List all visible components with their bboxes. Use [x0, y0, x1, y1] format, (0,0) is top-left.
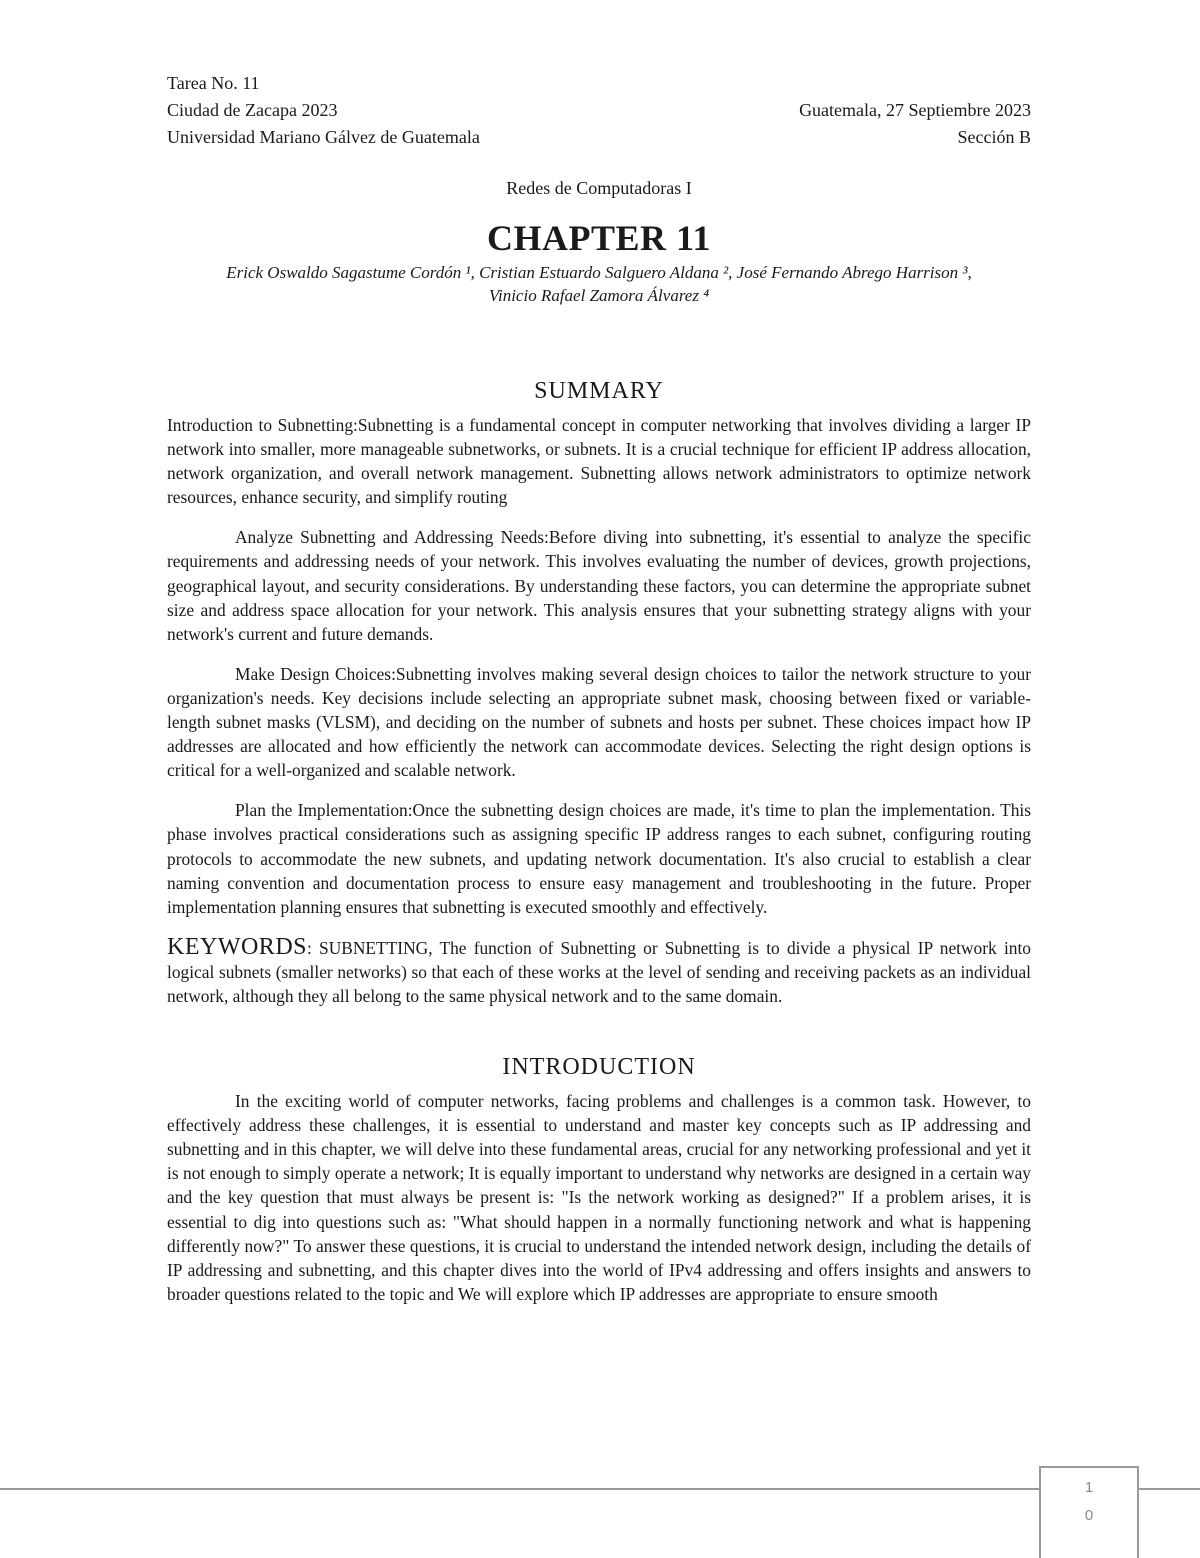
- university-name: Universidad Mariano Gálvez de Guatemala: [167, 127, 480, 147]
- keywords-label: KEYWORDS: [167, 933, 307, 960]
- summary-paragraph-3: Make Design Choices:Subnetting involves making several design choices to tailor the network structure to your organization's needs. Key decisions include selecting an appropriate subnet mask, choosing between fixed or variable-length subnet masks (VLSM), and deciding on the number of subnets and hosts per subnet. These choices impact how IP addresses are allocated and how efficiently the network can accommodate devices. Selecting the right design options is critical for a well-organized and scalable network.: [167, 663, 1031, 781]
- document-page: [167, 70, 1031, 1306]
- header-line-3: [167, 124, 1031, 151]
- summary-heading: SUMMARY: [534, 378, 664, 404]
- header-line-1: [167, 70, 1031, 97]
- keywords-text: : SUBNETTING, The function of Subnetting or Subnetting is to divide a physical IP network into logical subnets (smaller networks) so that each of these works at the level of sending and receiving packets as an individual network, although they all belong to the same physical network and to the same domain.: [167, 937, 1031, 1006]
- introduction-paragraph: In the exciting world of computer networks, facing problems and challenges is a common task. However, to effectively address these challenges, it is essential to understand and master key concepts such as IP addressing and subnetting and in this chapter, we will delve into these fundamental areas, crucial for any networking professional and yet it is not enough to simply operate a network; It is equally important to understand why networks are designed in a certain way and the key question that must always be present is: "Is the network working as designed?" If a problem arises, it is essential to dig into questions such as: "What should happen in a normally functioning network and what is happening differently now?" To answer these questions, it is crucial to understand the intended network design, including the details of IP addressing and subnetting, and this chapter dives into the world of IPv4 addressing and offers insights and answers to broader questions related to the topic and We will explore which IP addresses are appropriate to ensure smooth: [167, 1091, 1031, 1304]
- footer-rule: [0, 1488, 1200, 1490]
- chapter-title: CHAPTER 11: [486, 218, 712, 258]
- task-number: Tarea No. 11: [167, 73, 260, 93]
- summary-paragraph-1: Introduction to Subnetting:Subnetting is a fundamental concept in computer networking that involves dividing a larger IP network into smaller, more manageable subnetworks, or subnets. It is a crucial technique for efficient IP address allocation, network organization, and overall network management. Subnetting allows network administrators to optimize network resources, enhance security, and simplify routing: [167, 415, 1031, 508]
- summary-paragraph-2: Analyze Subnetting and Addressing Needs:Before diving into subnetting, it's essential to analyze the specific requirements and addressing needs of your network. This involves evaluating the number of devices, growth projections, geographical layout, and security considerations. By understanding these factors, you can determine the appropriate subnet size and address space allocation for your network. This analysis ensures that your subnetting strategy aligns with your network's current and future demands.: [167, 527, 1031, 644]
- author-list: [167, 261, 1031, 307]
- course-name: Redes de Computadoras I: [506, 178, 692, 198]
- header-line-2: [167, 97, 1031, 124]
- page-number: 1 0: [1084, 1479, 1094, 1524]
- authors-line-1: Erick Oswaldo Sagastume Cordón ¹, Cristian Estuardo Salguero Aldana ², José Fernando Abrego Harrison ³,: [226, 263, 972, 282]
- document-date: Guatemala, 27 Septiembre 2023: [799, 100, 1031, 120]
- keywords-paragraph: [167, 935, 1031, 1008]
- introduction-heading: INTRODUCTION: [502, 1054, 696, 1081]
- authors-line-2: Vinicio Rafael Zamora Álvarez ⁴: [488, 286, 710, 305]
- city-year: Ciudad de Zacapa 2023: [167, 100, 338, 120]
- summary-paragraph-4: Plan the Implementation:Once the subnetting design choices are made, it's time to plan the implementation. This phase involves practical considerations such as assigning specific IP address ranges to each subnet, configuring routing protocols to accommodate the new subnets, and updating network documentation. It's also crucial to establish a clear naming convention and documentation process to ensure easy management and troubleshooting in the future. Proper implementation planning ensures that subnetting is executed smoothly and effectively.: [167, 800, 1031, 917]
- page-number-tab: [1039, 1466, 1139, 1558]
- section-label: Sección B: [957, 127, 1031, 147]
